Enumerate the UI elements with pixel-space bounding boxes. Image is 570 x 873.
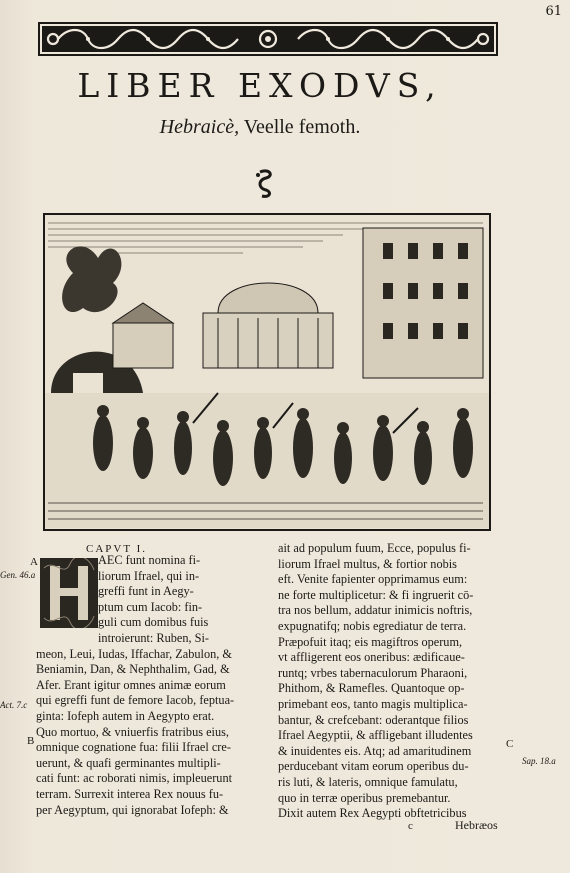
text-line: qui egreffi funt de femore Iacob, feptua- — [36, 693, 235, 708]
folio-number: 61 — [545, 4, 562, 19]
text-line: Ifrael Aegyptii, & affligebant illudentes — [278, 728, 473, 743]
text-line: liorum Ifrael, qui in- — [98, 568, 200, 583]
margin-letter-a: A — [30, 556, 38, 568]
text-line: tra nos bellum, addatur inimicis noftris, — [278, 603, 473, 618]
chapter-heading: CAPVT I. — [86, 543, 148, 555]
catchword: Hebræos — [455, 818, 498, 832]
fleuron-ornament — [252, 168, 278, 198]
text-line: Dixit autem Rex Aegypti obftetricibus — [278, 806, 467, 821]
text-line: introierunt: Ruben, Si- — [98, 630, 210, 645]
signature-mark: c — [408, 820, 413, 832]
text-line: ait ad populum fuum, Ecce, populus fi- — [278, 541, 471, 555]
text-line: Præpofuit itaq; eis magiftros operum, — [278, 634, 463, 649]
subtitle-italic: Hebraicè, — [159, 116, 240, 138]
margin-letter-c: C — [506, 738, 514, 750]
text-line: greffi funt in Aegy- — [98, 584, 194, 599]
text-line: Quo mortuo, & vniuerfis fratribus eius, — [36, 724, 229, 739]
text-line: AEC funt nomina fi- — [98, 553, 201, 567]
text-line: vt affligerent eos oneribus: ædificaue- — [278, 650, 465, 665]
text-line: uerunt, & quafi germinantes multipli- — [36, 755, 221, 770]
subtitle-rest: Veelle femoth. — [239, 116, 361, 138]
margin-ref-act: Act. 7.c — [0, 700, 28, 710]
text-line: omnique cognatione fua: filii Ifrael cre- — [36, 740, 231, 755]
text-line: ptum cum Iacob: fin- — [98, 599, 203, 614]
text-line: per Aegyptum, qui ignorabat Iofeph: & — [36, 802, 229, 817]
right-text-column — [278, 541, 500, 822]
text-line: liorum Ifrael multus, & fortior nobis — [278, 556, 457, 571]
margin-letter-b: B — [27, 735, 35, 747]
ornamental-headband — [38, 22, 498, 56]
text-line: ne forte multiplicetur: & fi ingruerit cō- — [278, 587, 474, 602]
left-text-column — [36, 553, 268, 818]
text-line: Phithom, & Ramefles. Quantoque op- — [278, 681, 465, 696]
text-line: guli cum domibus fuis — [98, 615, 209, 630]
book-title: LIBER EXODVS, — [77, 66, 443, 105]
text-line: Beniamin, Dan, & Nephthalim, Gad, & — [36, 662, 230, 677]
text-line: bantur, & crefcebant: oderantque filios — [278, 712, 469, 727]
book-subtitle — [0, 116, 520, 139]
text-line: & inuidentes eis. Atq; ad amaritudinem — [278, 743, 472, 758]
text-line: ginta: Iofeph autem in Aegypto erat. — [36, 708, 215, 723]
margin-ref-gen: Gen. 46.a — [0, 570, 36, 580]
margin-ref-sap: Sap. 18.a — [522, 756, 556, 766]
text-line: quo in terræ operibus premebantur. — [278, 790, 451, 805]
text-line: ris luti, & lateris, omnique famulatu, — [278, 774, 458, 789]
text-line: runtq; vrbes tabernaculorum Pharaoni, — [278, 665, 468, 680]
text-line: perducebant vitam eorum operibus du- — [278, 759, 469, 774]
text-line: meon, Leui, Iudas, Iffachar, Zabulon, & — [36, 646, 232, 661]
text-line: eft. Venite fapienter opprimamus eum: — [278, 572, 468, 587]
text-line: Afer. Erant igitur omnes animæ eorum — [36, 677, 226, 692]
text-line: expugnatifq; nobis egrediatur de terra. — [278, 618, 467, 633]
text-line: cati funt: ac roborati nimis, impleuerunt — [36, 771, 233, 786]
text-line: terram. Surrexit interea Rex nouus fu- — [36, 786, 224, 801]
text-line: primebant eos, tanto magis multiplica- — [278, 696, 468, 711]
woodcut-illustration — [43, 213, 491, 531]
